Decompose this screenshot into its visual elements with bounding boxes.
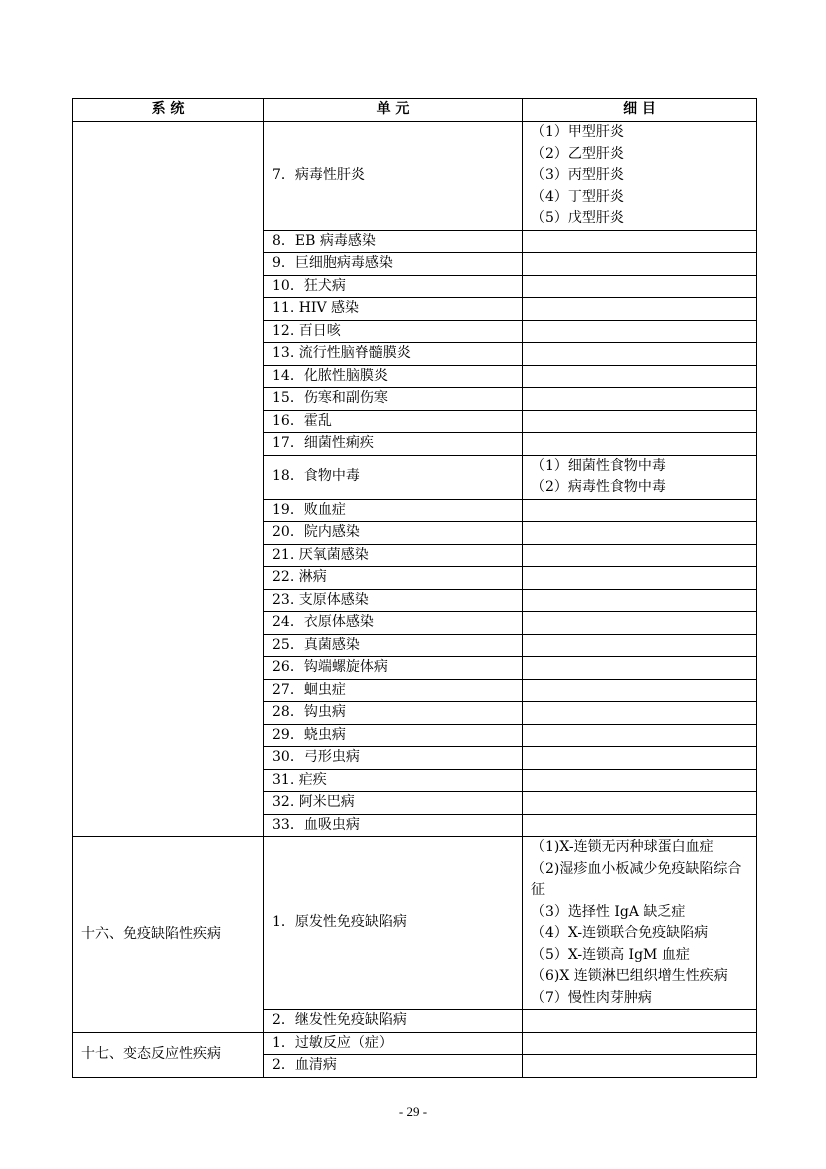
unit-cell: 23. 支原体感染	[264, 589, 523, 612]
detail-cell	[523, 657, 757, 680]
detail-cell	[523, 747, 757, 770]
detail-item: （6)X 连锁淋巴组织增生性疾病	[531, 968, 728, 984]
detail-cell	[523, 634, 757, 657]
unit-cell: 32. 阿米巴病	[264, 792, 523, 815]
detail-item: （3）丙型肝炎	[531, 167, 624, 183]
syllabus-table	[72, 98, 757, 1078]
detail-cell	[523, 365, 757, 388]
detail-cell	[523, 122, 757, 231]
detail-cell	[523, 567, 757, 590]
unit-cell: 1．过敏反应（症）	[264, 1032, 523, 1055]
detail-cell	[523, 522, 757, 545]
unit-cell: 1．原发性免疫缺陷病	[264, 837, 523, 1010]
unit-cell: 9．巨细胞病毒感染	[264, 253, 523, 276]
detail-cell	[523, 544, 757, 567]
detail-item: （2）乙型肝炎	[531, 145, 624, 162]
detail-item: （5）戊型肝炎	[531, 210, 624, 226]
unit-cell: 21. 厌氧菌感染	[264, 544, 523, 567]
unit-cell: 15．伤寒和副伤寒	[264, 388, 523, 411]
unit-cell: 13. 流行性脑脊髓膜炎	[264, 343, 523, 366]
unit-cell: 29．蛲虫病	[264, 724, 523, 747]
detail-cell	[523, 769, 757, 792]
unit-cell: 11. HIV 感染	[264, 298, 523, 321]
unit-cell: 14．化脓性脑膜炎	[264, 365, 523, 388]
header-system: 系 统	[73, 99, 264, 122]
unit-cell: 7．病毒性肝炎	[264, 122, 523, 231]
detail-item: （4）丁型肝炎	[531, 188, 624, 205]
unit-cell: 27．蛔虫症	[264, 679, 523, 702]
unit-cell: 30．弓形虫病	[264, 747, 523, 770]
unit-cell: 24．衣原体感染	[264, 612, 523, 635]
table-row	[73, 1032, 757, 1055]
unit-cell: 22. 淋病	[264, 567, 523, 590]
system-cell	[73, 122, 264, 837]
detail-cell	[523, 702, 757, 725]
unit-cell: 25．真菌感染	[264, 634, 523, 657]
unit-cell: 8．EB 病毒感染	[264, 230, 523, 253]
page-number: - 29 -	[398, 1104, 428, 1119]
unit-cell: 33．血吸虫病	[264, 814, 523, 837]
table-row	[73, 122, 757, 231]
detail-cell	[523, 814, 757, 837]
detail-cell	[523, 320, 757, 343]
detail-cell	[523, 1032, 757, 1055]
detail-cell	[523, 499, 757, 522]
table-body	[73, 122, 757, 1078]
detail-cell	[523, 1010, 757, 1033]
detail-item: （2)湿疹血小板减少免疫缺陷综合征	[531, 860, 742, 898]
system-cell: 十七、变态反应性疾病	[73, 1032, 264, 1077]
detail-cell	[523, 298, 757, 321]
detail-item: （4）X-连锁联合免疫缺陷病	[531, 925, 709, 941]
detail-cell	[523, 343, 757, 366]
unit-cell: 2．血清病	[264, 1055, 523, 1078]
detail-cell	[523, 589, 757, 612]
detail-cell	[523, 724, 757, 747]
system-cell: 十六、免疫缺陷性疾病	[73, 837, 264, 1033]
detail-cell	[523, 837, 757, 1010]
detail-item: （7）慢性肉芽肿病	[531, 989, 652, 1006]
unit-cell: 31. 疟疾	[264, 769, 523, 792]
detail-cell	[523, 388, 757, 411]
detail-cell	[523, 230, 757, 253]
unit-cell: 16．霍乱	[264, 410, 523, 433]
detail-cell	[523, 792, 757, 815]
detail-cell	[523, 1055, 757, 1078]
unit-cell: 10．狂犬病	[264, 275, 523, 298]
detail-cell	[523, 679, 757, 702]
detail-cell	[523, 455, 757, 499]
detail-item: （3）选择性 IgA 缺乏症	[531, 903, 686, 920]
detail-cell	[523, 253, 757, 276]
unit-cell: 12. 百日咳	[264, 320, 523, 343]
detail-item: （1）甲型肝炎	[531, 124, 624, 140]
unit-cell: 18．食物中毒	[264, 455, 523, 499]
header-row	[73, 99, 757, 122]
unit-cell: 19．败血症	[264, 499, 523, 522]
detail-cell	[523, 612, 757, 635]
detail-item: （5）X-连锁高 IgM 血症	[531, 946, 690, 963]
table-row	[73, 837, 757, 1010]
unit-cell: 28．钩虫病	[264, 702, 523, 725]
detail-item: （1)X-连锁无丙种球蛋白血症	[531, 839, 714, 855]
unit-cell: 20．院内感染	[264, 522, 523, 545]
unit-cell: 2．继发性免疫缺陷病	[264, 1010, 523, 1033]
detail-cell	[523, 433, 757, 456]
unit-cell: 17．细菌性痢疾	[264, 433, 523, 456]
detail-item: （2）病毒性食物中毒	[531, 479, 666, 495]
detail-item: （1）细菌性食物中毒	[531, 457, 666, 474]
detail-cell	[523, 275, 757, 298]
header-detail: 细 目	[523, 99, 757, 122]
detail-cell	[523, 410, 757, 433]
header-unit: 单 元	[264, 99, 523, 122]
unit-cell: 26．钩端螺旋体病	[264, 657, 523, 680]
